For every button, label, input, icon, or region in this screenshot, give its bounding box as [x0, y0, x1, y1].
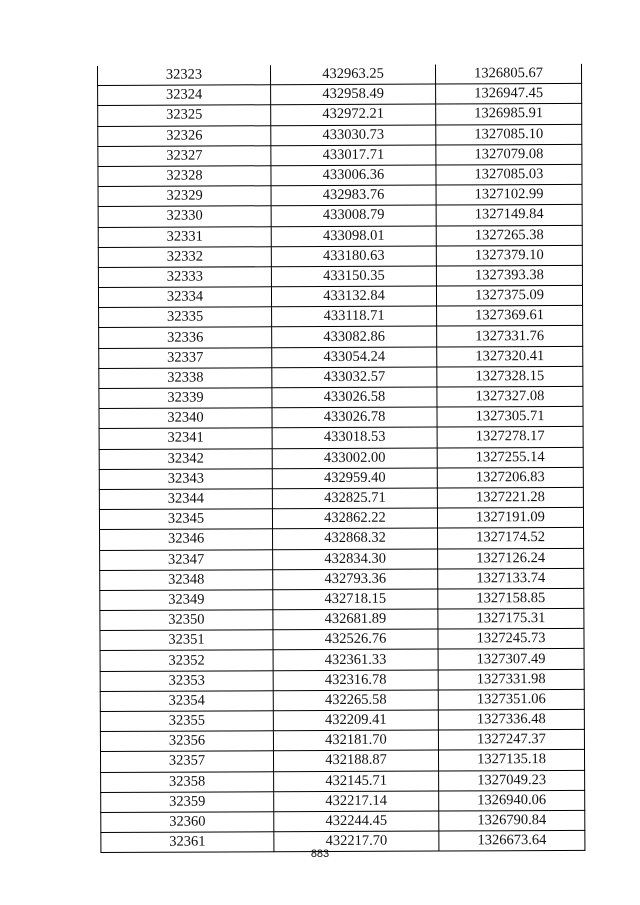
x-coordinate-cell: 433054.24: [272, 347, 437, 368]
y-coordinate-cell: 1327191.09: [437, 508, 583, 529]
table-row: [99, 447, 583, 469]
point-id-cell: 32324: [98, 85, 271, 106]
table-row: [100, 689, 584, 711]
table-row: [100, 588, 584, 610]
table-row: [98, 205, 582, 227]
table-row: [99, 366, 583, 388]
x-coordinate-cell: 433006.36: [271, 165, 436, 186]
x-coordinate-cell: 432265.58: [273, 690, 438, 711]
coordinates-table-body: [97, 64, 584, 853]
point-id-cell: 32338: [99, 368, 272, 389]
point-id-cell: 32355: [100, 711, 273, 732]
x-coordinate-cell: 432963.25: [270, 65, 435, 85]
x-coordinate-cell: 433026.58: [272, 387, 437, 408]
y-coordinate-cell: 1327327.08: [437, 386, 583, 407]
x-coordinate-cell: 432526.76: [273, 629, 438, 650]
point-id-cell: 32350: [100, 610, 273, 631]
point-id-cell: 32325: [98, 105, 271, 126]
y-coordinate-cell: 1327175.31: [438, 608, 584, 629]
point-id-cell: 32360: [101, 812, 274, 833]
x-coordinate-cell: 432868.32: [273, 528, 438, 549]
y-coordinate-cell: 1327149.84: [436, 205, 582, 226]
table-row: [98, 104, 582, 126]
y-coordinate-cell: 1327305.71: [437, 407, 583, 428]
y-coordinate-cell: 1327085.10: [436, 124, 582, 145]
point-id-cell: 32352: [100, 650, 273, 671]
x-coordinate-cell: 432145.71: [274, 771, 439, 792]
point-id-cell: 32348: [100, 569, 273, 590]
table-row: [97, 64, 581, 86]
y-coordinate-cell: 1327245.73: [438, 629, 584, 650]
x-coordinate-cell: 432959.40: [272, 468, 437, 489]
y-coordinate-cell: 1327351.06: [438, 689, 584, 710]
point-id-cell: 32359: [101, 791, 274, 812]
table-row: [100, 649, 584, 671]
y-coordinate-cell: 1327331.76: [437, 326, 583, 347]
point-id-cell: 32349: [100, 590, 273, 611]
x-coordinate-cell: 433026.78: [272, 407, 437, 428]
table-row: [98, 265, 582, 287]
table-row: [98, 185, 582, 207]
y-coordinate-cell: 1326940.06: [439, 790, 585, 811]
point-id-cell: 32354: [100, 691, 273, 712]
table-row: [99, 306, 583, 328]
y-coordinate-cell: 1327369.61: [437, 306, 583, 327]
point-id-cell: 32344: [99, 489, 272, 510]
table-row: [100, 709, 584, 731]
y-coordinate-cell: 1327085.03: [436, 164, 582, 185]
table-row: [100, 568, 584, 590]
y-coordinate-cell: 1326947.45: [436, 84, 582, 105]
x-coordinate-cell: 432209.41: [273, 710, 438, 731]
point-id-cell: 32335: [99, 307, 272, 328]
y-coordinate-cell: 1327331.98: [438, 669, 584, 690]
table-row: [99, 326, 583, 348]
y-coordinate-cell: 1326790.84: [439, 810, 585, 831]
x-coordinate-cell: 433098.01: [271, 226, 436, 247]
table-row: [99, 487, 583, 509]
table-row: [100, 629, 584, 651]
point-id-cell: 32330: [98, 206, 271, 227]
point-id-cell: 32351: [100, 630, 273, 651]
table-row: [98, 164, 582, 186]
table-row: [98, 285, 582, 307]
point-id-cell: 32342: [99, 448, 272, 469]
point-id-cell: 32331: [98, 226, 271, 247]
table-row: [99, 427, 583, 449]
x-coordinate-cell: 432958.49: [271, 84, 436, 105]
x-coordinate-cell: 433018.53: [272, 427, 437, 448]
table-row: [99, 407, 583, 429]
table-row: [100, 548, 584, 570]
y-coordinate-cell: 1327393.38: [436, 265, 582, 286]
y-coordinate-cell: 1327102.99: [436, 185, 582, 206]
x-coordinate-cell: 433132.84: [271, 286, 436, 307]
x-coordinate-cell: 433032.57: [272, 367, 437, 388]
point-id-cell: 32347: [100, 549, 273, 570]
x-coordinate-cell: 433002.00: [272, 448, 437, 469]
y-coordinate-cell: 1327307.49: [438, 649, 584, 670]
x-coordinate-cell: 433180.63: [271, 246, 436, 267]
point-id-cell: 32333: [98, 267, 271, 288]
y-coordinate-cell: 1327133.74: [438, 568, 584, 589]
y-coordinate-cell: 1327265.38: [436, 225, 582, 246]
x-coordinate-cell: 432181.70: [273, 730, 438, 751]
x-coordinate-cell: 432834.30: [273, 549, 438, 570]
point-id-cell: 32357: [100, 751, 273, 772]
table-row: [99, 386, 583, 408]
table-row: [101, 810, 585, 832]
y-coordinate-cell: 1327049.23: [439, 770, 585, 791]
x-coordinate-cell: 433030.73: [271, 125, 436, 146]
x-coordinate-cell: 432217.14: [274, 791, 439, 812]
x-coordinate-cell: 432361.33: [273, 649, 438, 670]
x-coordinate-cell: 432316.78: [273, 670, 438, 691]
page-number: 883: [310, 848, 330, 860]
table-row: [100, 669, 584, 691]
y-coordinate-cell: 1327379.10: [436, 245, 582, 266]
y-coordinate-cell: 1327247.37: [438, 730, 584, 751]
point-id-cell: 32345: [99, 509, 272, 530]
point-id-cell: 32328: [98, 166, 271, 187]
y-coordinate-cell: 1327174.52: [438, 528, 584, 549]
y-coordinate-cell: 1327328.15: [437, 366, 583, 387]
point-id-cell: 32353: [100, 670, 273, 691]
point-id-cell: 32339: [99, 388, 272, 409]
y-coordinate-cell: 1327135.18: [438, 750, 584, 771]
table-row: [99, 508, 583, 530]
y-coordinate-cell: 1327320.41: [437, 346, 583, 367]
table-row: [100, 730, 584, 752]
table-row: [101, 790, 585, 812]
x-coordinate-cell: 432862.22: [272, 508, 437, 529]
x-coordinate-cell: 432825.71: [272, 488, 437, 509]
table-row: [98, 144, 582, 166]
x-coordinate-cell: 433017.71: [271, 145, 436, 166]
x-coordinate-cell: 432983.76: [271, 185, 436, 206]
x-coordinate-cell: 433008.79: [271, 205, 436, 226]
y-coordinate-cell: 1326673.64: [439, 831, 585, 852]
y-coordinate-cell: 1327221.28: [437, 487, 583, 508]
x-coordinate-cell: 432718.15: [273, 589, 438, 610]
table-row: [100, 750, 584, 772]
table-row: [98, 84, 582, 106]
point-id-cell: 32332: [98, 246, 271, 267]
point-id-cell: 32340: [99, 408, 272, 429]
point-id-cell: 32327: [98, 145, 271, 166]
table-row: [98, 225, 582, 247]
table-row: [99, 346, 583, 368]
y-coordinate-cell: 1327278.17: [437, 427, 583, 448]
y-coordinate-cell: 1327158.85: [438, 588, 584, 609]
point-id-cell: 32323: [97, 65, 270, 85]
point-id-cell: 32356: [100, 731, 273, 752]
table-row: [101, 770, 585, 792]
point-id-cell: 32361: [101, 832, 274, 853]
y-coordinate-cell: 1327336.48: [438, 709, 584, 730]
point-id-cell: 32329: [98, 186, 271, 207]
point-id-cell: 32346: [100, 529, 273, 550]
point-id-cell: 32341: [99, 428, 272, 449]
point-id-cell: 32337: [99, 347, 272, 368]
x-coordinate-cell: 433082.86: [272, 326, 437, 347]
table-row: [100, 608, 584, 630]
x-coordinate-cell: 433150.35: [271, 266, 436, 287]
x-coordinate-cell: 432681.89: [273, 609, 438, 630]
table-row: [98, 124, 582, 146]
point-id-cell: 32334: [98, 287, 271, 308]
y-coordinate-cell: 1326985.91: [436, 104, 582, 125]
x-coordinate-cell: 432217.70: [274, 831, 439, 852]
x-coordinate-cell: 432188.87: [273, 750, 438, 771]
x-coordinate-cell: 432793.36: [273, 569, 438, 590]
y-coordinate-cell: 1327375.09: [436, 285, 582, 306]
coordinates-table: [97, 64, 585, 853]
y-coordinate-cell: 1326805.67: [435, 64, 581, 84]
y-coordinate-cell: 1327126.24: [438, 548, 584, 569]
x-coordinate-cell: 432244.45: [274, 811, 439, 832]
point-id-cell: 32336: [99, 327, 272, 348]
point-id-cell: 32326: [98, 125, 271, 146]
point-id-cell: 32358: [101, 771, 274, 792]
point-id-cell: 32343: [99, 468, 272, 489]
x-coordinate-cell: 433118.71: [272, 306, 437, 327]
y-coordinate-cell: 1327255.14: [437, 447, 583, 468]
y-coordinate-cell: 1327079.08: [436, 144, 582, 165]
x-coordinate-cell: 432972.21: [271, 104, 436, 125]
y-coordinate-cell: 1327206.83: [437, 467, 583, 488]
table-row: [99, 467, 583, 489]
table-row: [98, 245, 582, 267]
table-row: [100, 528, 584, 550]
